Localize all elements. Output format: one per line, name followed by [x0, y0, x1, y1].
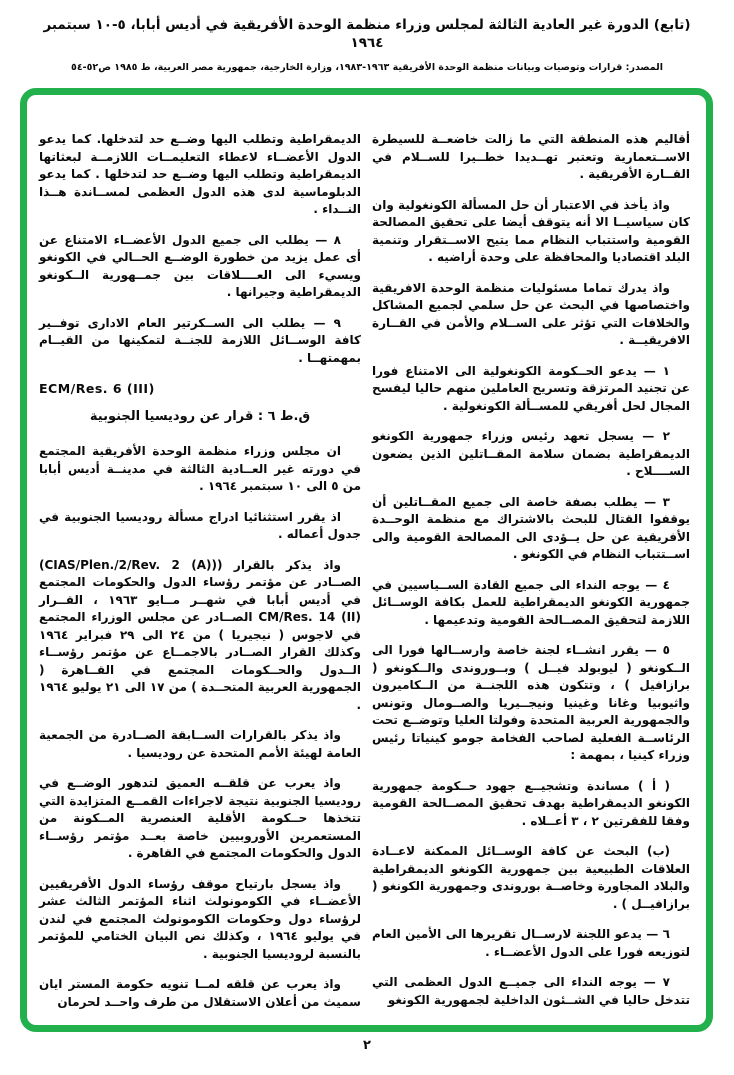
resolution-code: ECM/Res. 6 (III) [39, 381, 155, 396]
paragraph: ٤ — يوجه النداء الى جميع القادة الســياسيين في جمهورية الكونغو الديمقراطية للعمل بكافة الوســائل اللازمة لتحقيق المصــالحة القومية وتدعيمها . [372, 577, 690, 627]
resolution-heading: ق.ط ٦ : قرار عن روديسيا الجنوبية [89, 408, 311, 424]
paragraph: ١ — يدعو الحــكومة الكونغولية الى الامتناع فورا عن تجنيد المرتزقة وتسريح العاملين منهم حاليا ليفسح المجال لحل أفريقي للمســألة الكونغولية . [372, 363, 690, 413]
column-left [39, 131, 361, 1024]
paragraph: ( أ ) مساندة وتشجيــع جهود حــكومة جمهورية الكونغو الديمقراطية بهدف تحقيق المصــالحة القومية وفقا للفقرتين ٢ ، ٣ أعــلاه . [372, 778, 690, 828]
paragraph: واذ يسجل بارتياح موقف رؤساء الدول الأفريقيين الأعضــاء في الكومونولث اثناء المؤتمر الثالث عشر لرؤساء دول وحكومات الكومونولث المجتمع في لندن في يوليو ١٩٦٤ ، وكذلك نص البيان الختامي للمؤتمر بالنسبة لروديسيا الجنوبية . [39, 876, 361, 961]
column-right [372, 131, 690, 1022]
paragraph: واذ يأخذ في الاعتبار أن حل المسألة الكونغولية وان كان سياسيــا الا أنه يتوقف أيضا على تحقيق المصالحة القومية واستتباب النظام مما يتيح الاســتقرار وتنمية البلد اقتصاديا والمحافظة على وحدة أراضيه . [372, 197, 690, 264]
header-source: المصدر: قرارات وتوصيات وبيانات منظمة الوحدة الأفريقية ١٩٦٣-١٩٨٣، وزارة الخارجية، جمهورية مصر العربية، ط ١٩٨٥ ص٥٢-٥٤ [71, 62, 663, 73]
header-title: (تابع) الدورة غير العادية الثالثة لمجلس وزراء منظمة الوحدة الأفريقية في أديس أبابا، ٥-١٠ سبتمبر ١٩٦٤ [43, 17, 691, 51]
content-frame [20, 88, 713, 1032]
paragraph: أقاليم هذه المنطقة التي ما زالت خاضعــة للسيطرة الاســتعمارية وتعتبر تهــديدا خطــيرا للســلام في القــارة الأفريقية . [372, 132, 690, 181]
paragraph: واذ يذكر بالقرارات الســابقة الصــادرة من الجمعية العامة لهيئة الأمم المتحدة عن روديسيا . [39, 728, 361, 760]
paragraph: اذ يقرر استثنائيا ادراج مسألة روديسيا الجنوبية في جدول أعماله . [39, 509, 361, 541]
paragraph: الديمقراطية وتطلب اليها وضــع حد لتدخلها. كما يدعو الدول الأعضــاء لاعطاء التعليمــات اللازمــة لبعثاتها الديمقراطية وتطلب اليها وضــع حد لتدخلها . كما يدعو الدبلوماسية لدى هذه الدول العظمى لمســاندة هــذا النــداء . [39, 132, 361, 216]
paragraph: ٣ — يطلب بصفة خاصة الى جميع المقــاتلين أن يوقفوا القتال للبحث بالاشتراك مع منظمة الوحــدة الأفريقية عن حل يــؤدى الى المصالحة القومية والى اســتتباب النظام في الكونغو . [372, 494, 690, 561]
paragraph: واذ يعرب عن قلقه لمــا تنويه حكومة المستر ايان سميث من أعلان الاستقلال من طرف واحــد لحرمان [39, 977, 361, 1009]
page-header [0, 16, 734, 73]
paragraph: ٦ — يدعو اللجنة لارســال تقريرها الى الأمين العام لتوزيعه فورا على الدول الأعضــاء . [372, 927, 690, 959]
paragraph: ٢ — يسجل تعهد رئيس وزراء جمهورية الكونغو الديمقراطية بضمان سلامة المقــاتلين الذين يضعون الســــلاح . [372, 429, 690, 478]
paragraph: واذ يذكر بالقرار ((CIAS/Plen./2/Rev. 2 (A)) الصــادر عن مؤتمر رؤساء الدول والحكومات المجتمع في أديس أبابا في شهــر مــايو ١٩٦٣ ، القــرار CM/Res. 14 (II) الصــادر عن مجلس الوزراء المجتمع في لاجوس ( نيجيريا ) من ٢٤ الى ٢٩ فبراير ١٩٦٤ وكذلك القرار الصــادر بالاجمــاع عن مؤتمر رؤســاء الــدول والحــكومات المجتمع في القــاهرة ( الجمهورية العربية المتحــدة ) من ١٧ الى ٢١ يوليو ١٩٦٤ . [39, 557, 362, 712]
paragraph: ٨ — يطلب الى جميع الدول الأعضــاء الامتناع عن أى عمل يزيد من خطورة الوضــع الحــالي في الكونغو ويسيء الى العــــلاقات بين جمــهورية الــكونغو الديمقراطية وجيرانها . [39, 232, 361, 299]
paragraph: واذ يعرب عن قلقــه العميق لتدهور الوضــع في روديسيا الجنوبية نتيجة لاجراءات القمــع المتزايدة التي تتخذها حــكومة الأقلية العنصرية المــكونة من المستعمرين الأوروبيين خاصة بعــد مؤتمر رؤســاء الدول والحكومات المجتمع في القاهرة . [39, 776, 361, 860]
paragraph: ٧ — يوجه النداء الى جميــع الدول العظمى التي تتدخل حاليا في الشــئون الداخلية لجمهورية الكونغو [372, 975, 690, 1007]
paragraph: ان مجلس وزراء منظمة الوحدة الأفريقية المجتمع في دورته غير العــادية الثالثة في مدينــة أديس أبابا من ٥ الى ١٠ سبتمبر ١٩٦٤ . [39, 444, 361, 493]
paragraph: (ب) البحث عن كافة الوســائل الممكنة لاعــادة العلاقات الطبيعية بين جمهورية الكونغو الديمقراطية والبلاد المجاورة وخاصــة بوروندى وجمهورية الكونغو ( برازافيــل ) . [372, 844, 690, 911]
paragraph: ٥ — يقرر انشــاء لجنة خاصة وارســالها فورا الى الــكونغو ( ليوبولد فيــل ) وبــوروندى والــكونغو ( برازافيل ) ، وتتكون هذه اللجنــة من الــكاميرون واثيوبيا وغانا وغينيا ونيجــيريا والصــومال وتونس والجمهورية العربية المتحدة وفولتا العليا وتوضــع تحت الرئاســة الفعلية لصاحب الفخامة جومو كينياتا رئيس وزراء كينيا ، بمهمة : [372, 643, 690, 762]
page-number: ٢ [363, 1038, 371, 1053]
paragraph: ٩ — يطلب الى الســكرتير العام الادارى توفــير كافة الوســائل اللازمة للجنــة لتمكينها من القيــام بمهمتهــا . [39, 315, 361, 365]
paragraph: واذ يدرك تماما مسئوليات منظمة الوحدة الافريقية واختصاصها في البحث عن حل سلمي لجميع المشاكل والخلافات التي تؤثر على الســلام والأمن في القــارة الافريقيــة . [372, 280, 690, 347]
